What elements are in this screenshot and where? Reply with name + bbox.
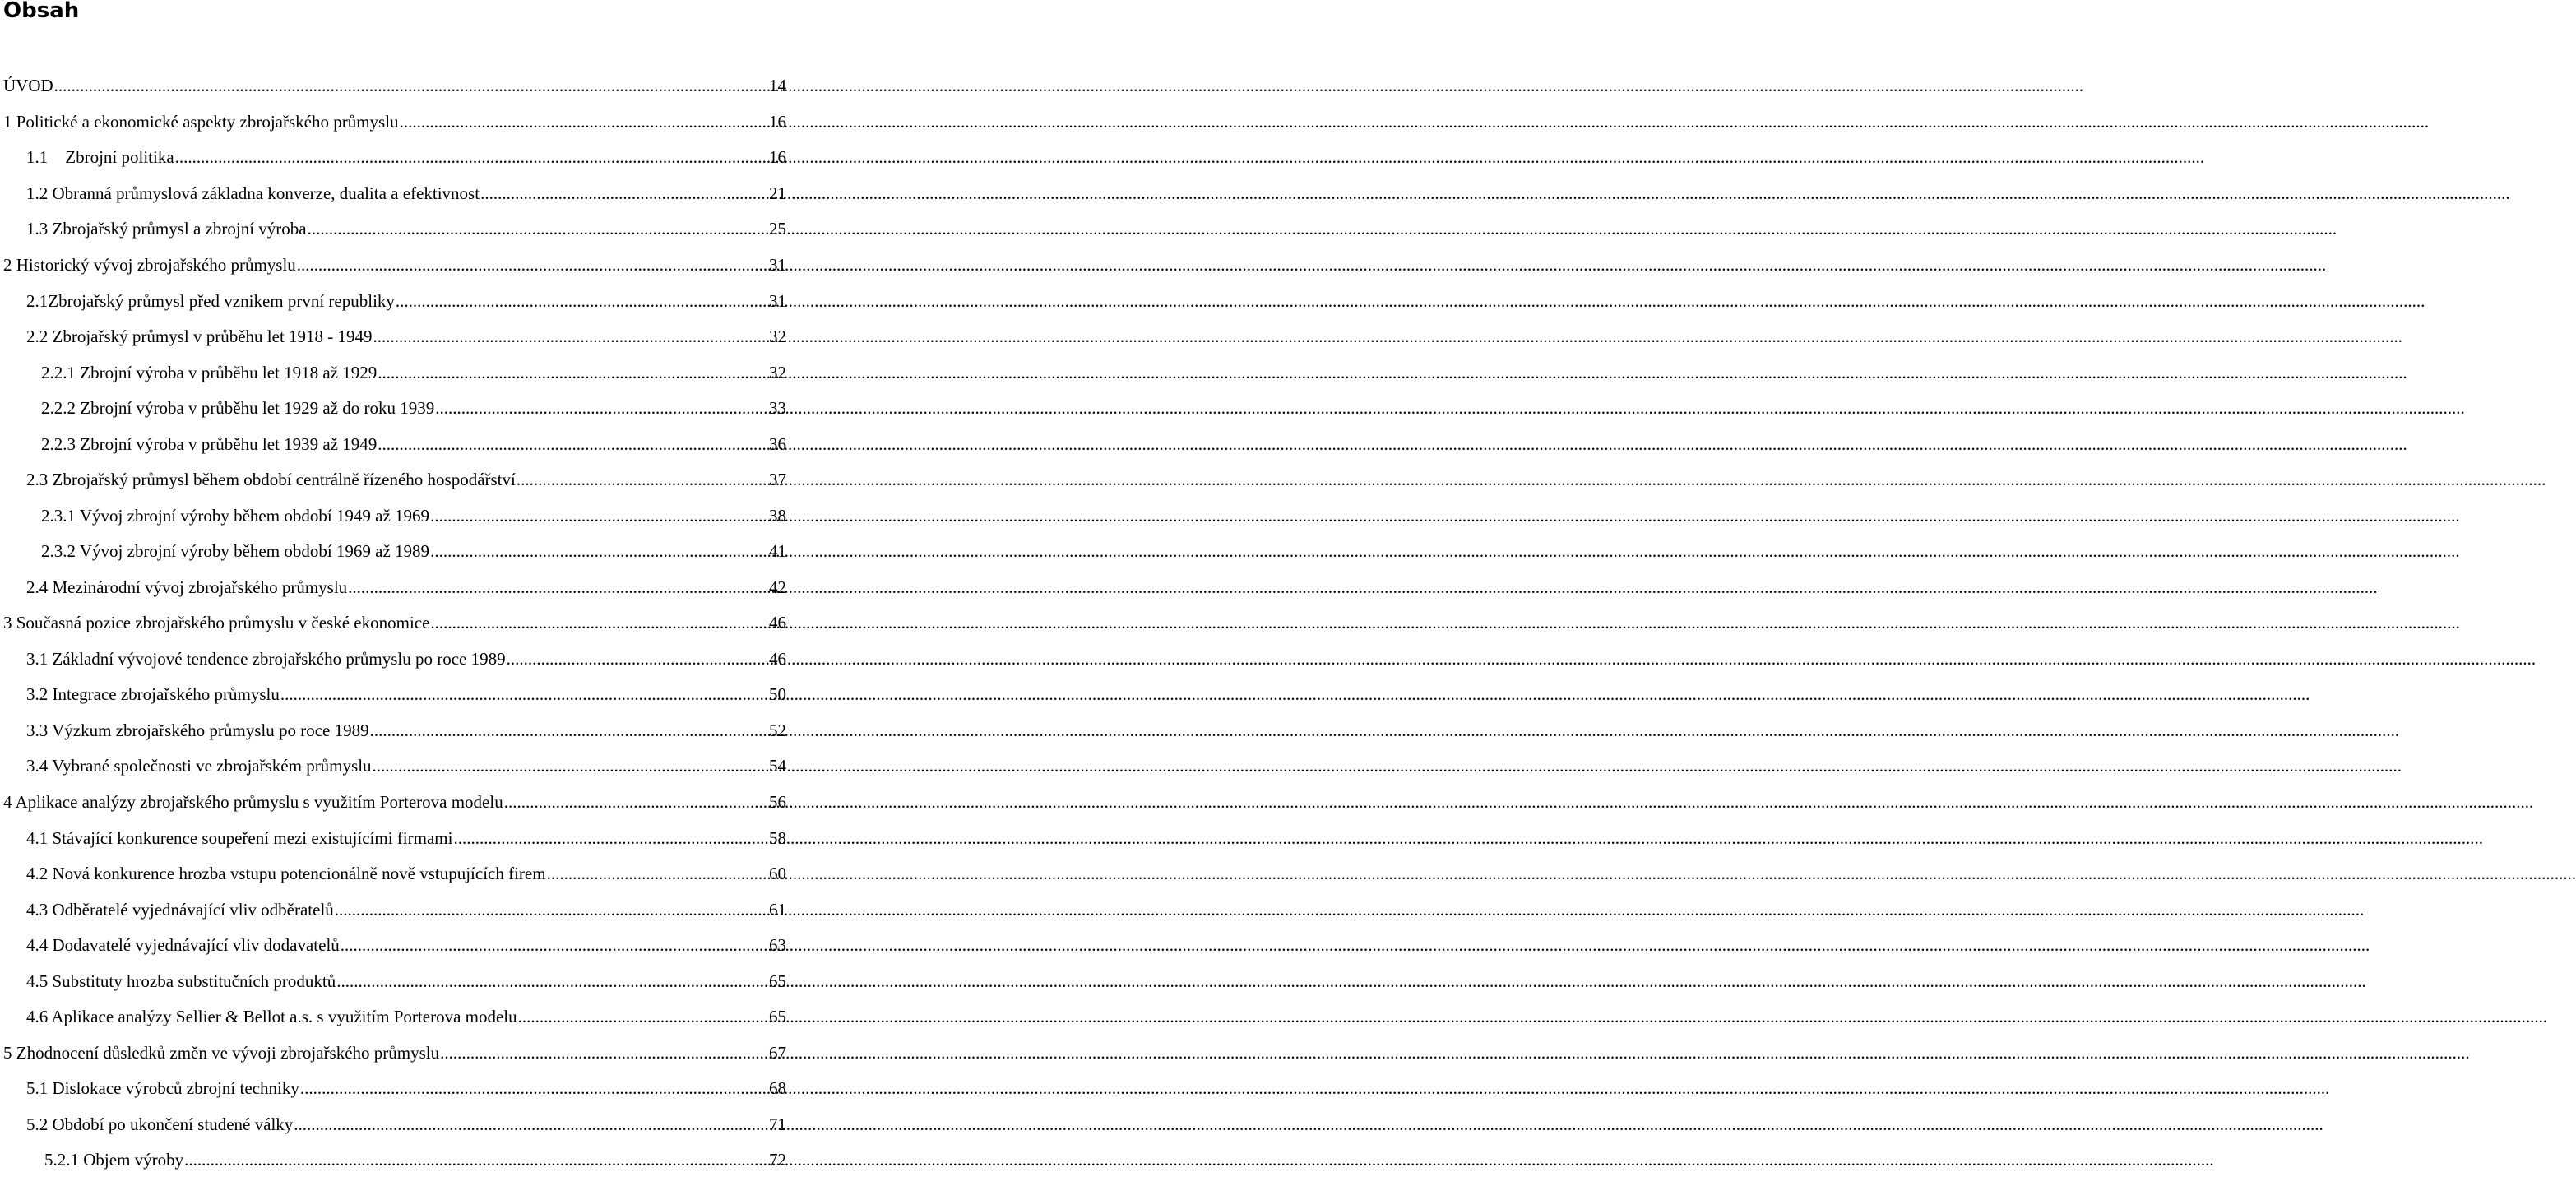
- toc-dot-leader: [547, 861, 767, 886]
- toc-dot-leader: [294, 1112, 767, 1137]
- toc-entry-label: 5 Zhodnocení důsledků změn ve vývoji zbrojařského průmyslu: [3, 1043, 440, 1063]
- toc-entry-label: 4.4 Dodavatelé vyjednávající vliv dodavatelů: [26, 935, 340, 955]
- toc-entry-label: 4 Aplikace analýzy zbrojařského průmyslu s využitím Porterova modelu: [3, 792, 503, 812]
- toc-entry-2-4[interactable]: [26, 575, 786, 600]
- toc-dot-leader: [400, 109, 767, 134]
- toc-entry-page: 56: [769, 792, 786, 812]
- toc-entry-2[interactable]: [3, 252, 786, 277]
- toc-dot-leader: [336, 969, 767, 994]
- toc-entry-label: 4.6 Aplikace analýzy Sellier & Bellot a.s. s využitím Porterova modelu: [26, 1007, 517, 1026]
- toc-dot-leader: [378, 360, 767, 385]
- toc-dot-leader: [435, 396, 767, 420]
- toc-dot-leader: [300, 1076, 767, 1100]
- toc-entry-label: 2.3.2 Vývoj zbrojní výroby během období 1969 až 1989: [41, 541, 430, 561]
- toc-entry-page: 72: [769, 1150, 786, 1170]
- toc-entry-2-2[interactable]: [26, 324, 786, 349]
- toc-dot-leader: [507, 646, 767, 671]
- toc-dot-leader: [335, 897, 767, 922]
- toc-entry-label: 3 Současná pozice zbrojařského průmyslu v české ekonomice: [3, 613, 430, 632]
- toc-dot-leader: [517, 467, 767, 492]
- toc-entry-page: 31: [769, 255, 786, 275]
- toc-dot-leader: [373, 324, 767, 349]
- toc-entry-page: 71: [769, 1114, 786, 1134]
- toc-entry-page: 41: [769, 541, 786, 561]
- toc-dot-leader: [280, 682, 767, 707]
- toc-entry-4-4[interactable]: [26, 933, 786, 957]
- toc-dot-leader: [504, 790, 767, 814]
- toc-entry-label: 2.3 Zbrojařský průmysl během období centrálně řízeného hospodářství: [26, 470, 516, 489]
- toc-entry-page: 16: [769, 147, 786, 167]
- toc-dot-leader: [453, 826, 767, 850]
- toc-entry-3-4[interactable]: [26, 753, 786, 778]
- toc-entry-page: 68: [769, 1078, 786, 1098]
- toc-dot-leader: [373, 753, 767, 778]
- toc-entry-label: 2.4 Mezinárodní vývoj zbrojařského průmyslu: [26, 577, 348, 597]
- toc-entry-1-2[interactable]: [26, 181, 786, 206]
- toc-entry-page: 65: [769, 971, 786, 991]
- toc-entry-5-2-1[interactable]: [44, 1147, 786, 1172]
- toc-dot-leader: [341, 933, 767, 957]
- toc-entry-1-1[interactable]: [26, 145, 786, 169]
- toc-entry-3-1[interactable]: [26, 646, 786, 671]
- toc-entry-label: 2 Historický vývoj zbrojařského průmyslu: [3, 255, 296, 275]
- toc-entry-page: 65: [769, 1007, 786, 1026]
- toc-entry-label: 2.3.1 Vývoj zbrojní výroby během období 1949 až 1969: [41, 506, 430, 526]
- toc-entry-page: 67: [769, 1043, 786, 1063]
- toc-entry-page: 50: [769, 684, 786, 704]
- toc-entry-label: ÚVOD: [3, 76, 53, 95]
- toc-entry-label: 4.5 Substituty hrozba substitučních produktů: [26, 971, 336, 991]
- toc-entry-label: 5.2 Období po ukončení studené války: [26, 1114, 294, 1134]
- toc-entry-3[interactable]: [3, 610, 786, 635]
- toc-dot-leader: [430, 610, 767, 635]
- toc-entry-3-3[interactable]: [26, 718, 786, 743]
- toc-entry-label: 1.2 Obranná průmyslová základna konverze, dualita a efektivnost: [26, 183, 480, 203]
- toc-entry-page: 32: [769, 363, 786, 382]
- toc-entry-page: 63: [769, 935, 786, 955]
- toc-entry-4-1[interactable]: [26, 826, 786, 850]
- toc-entry-label: 3.2 Integrace zbrojařského průmyslu: [26, 684, 280, 704]
- toc-entry-page: 42: [769, 577, 786, 597]
- toc-entry-4-6[interactable]: [26, 1004, 786, 1029]
- toc-entry-page: 54: [769, 756, 786, 776]
- toc-entry-page: 60: [769, 864, 786, 883]
- toc-entry-uvod[interactable]: [3, 73, 786, 98]
- toc-entry-label: 2.2.3 Zbrojní výroba v průběhu let 1939 až 1949: [41, 434, 378, 454]
- toc-entry-1-3[interactable]: [26, 216, 786, 241]
- table-of-contents: [0, 0, 790, 1186]
- toc-entry-page: 58: [769, 828, 786, 848]
- toc-entry-label: 2.2 Zbrojařský průmysl v průběhu let 1918 - 1949: [26, 327, 373, 346]
- toc-entry-page: 37: [769, 470, 786, 489]
- toc-entry-2-2-2[interactable]: [41, 396, 786, 420]
- toc-entry-page: 46: [769, 613, 786, 632]
- toc-entry-page: 46: [769, 649, 786, 669]
- toc-entry-3-2[interactable]: [26, 682, 786, 707]
- toc-entry-label: 3.4 Vybrané společnosti ve zbrojařském průmyslu: [26, 756, 372, 776]
- toc-entry-5-2[interactable]: [26, 1112, 786, 1137]
- toc-entry-page: 61: [769, 900, 786, 920]
- toc-entry-label: 4.1 Stávající konkurence soupeření mezi existujícími firmami: [26, 828, 453, 848]
- toc-entry-4-2[interactable]: [26, 861, 786, 886]
- toc-entry-label: 5.2.1 Objem výroby: [44, 1150, 184, 1170]
- toc-dot-leader: [440, 1040, 767, 1065]
- toc-entry-2-2-1[interactable]: [41, 360, 786, 385]
- toc-entry-page: 31: [769, 291, 786, 311]
- toc-dot-leader: [54, 73, 767, 98]
- toc-dot-leader: [480, 181, 767, 206]
- toc-entry-label: 5.1 Dislokace výrobců zbrojní techniky: [26, 1078, 299, 1098]
- toc-dot-leader: [396, 289, 767, 313]
- toc-dot-leader: [518, 1004, 767, 1029]
- toc-entry-page: 38: [769, 506, 786, 526]
- toc-entry-label: 1.1 Zbrojní politika: [26, 147, 174, 167]
- toc-dot-leader: [370, 718, 767, 743]
- toc-entry-page: 21: [769, 183, 786, 203]
- toc-entry-2-3-1[interactable]: [41, 503, 786, 528]
- toc-entry-4-3[interactable]: [26, 897, 786, 922]
- toc-entry-page: 16: [769, 112, 786, 132]
- toc-entry-label: 4.3 Odběratelé vyjednávající vliv odběratelů: [26, 900, 334, 920]
- toc-entry-1[interactable]: [3, 109, 786, 134]
- toc-entry-page: 14: [769, 76, 786, 95]
- page-title: Obsah: [3, 0, 80, 23]
- toc-entry-page: 52: [769, 720, 786, 740]
- toc-dot-leader: [175, 145, 767, 169]
- toc-dot-leader: [430, 503, 767, 528]
- toc-entry-label: 2.1Zbrojařský průmysl před vznikem první republiky: [26, 291, 395, 311]
- toc-dot-leader: [430, 539, 767, 563]
- toc-dot-leader: [308, 216, 767, 241]
- toc-dot-leader: [348, 575, 767, 600]
- toc-entry-page: 25: [769, 219, 786, 239]
- toc-dot-leader: [297, 252, 767, 277]
- toc-dot-leader: [378, 432, 767, 456]
- toc-entry-4-5[interactable]: [26, 969, 786, 994]
- toc-entry-label: 3.1 Základní vývojové tendence zbrojařského průmyslu po roce 1989: [26, 649, 506, 669]
- toc-entry-page: 33: [769, 398, 786, 418]
- toc-entry-label: 3.3 Výzkum zbrojařského průmyslu po roce 1989: [26, 720, 369, 740]
- toc-entry-label: 1 Politické a ekonomické aspekty zbrojařského průmyslu: [3, 112, 399, 132]
- toc-entry-5-1[interactable]: [26, 1076, 786, 1100]
- toc-entry-label: 4.2 Nová konkurence hrozba vstupu potencionálně nově vstupujících firem: [26, 864, 546, 883]
- toc-dot-leader: [184, 1147, 767, 1172]
- toc-entry-2-1[interactable]: [26, 289, 786, 313]
- toc-entry-page: 36: [769, 434, 786, 454]
- toc-entry-label: 2.2.2 Zbrojní výroba v průběhu let 1929 až do roku 1939: [41, 398, 435, 418]
- toc-entry-2-3-2[interactable]: [41, 539, 786, 563]
- toc-entry-2-2-3[interactable]: [41, 432, 786, 456]
- toc-entry-label: 2.2.1 Zbrojní výroba v průběhu let 1918 až 1929: [41, 363, 378, 382]
- toc-entry-2-3[interactable]: [26, 467, 786, 492]
- toc-entry-5[interactable]: [3, 1040, 786, 1065]
- toc-entry-label: 1.3 Zbrojařský průmysl a zbrojní výroba: [26, 219, 307, 239]
- toc-entry-4[interactable]: [3, 790, 786, 814]
- toc-entry-page: 32: [769, 327, 786, 346]
